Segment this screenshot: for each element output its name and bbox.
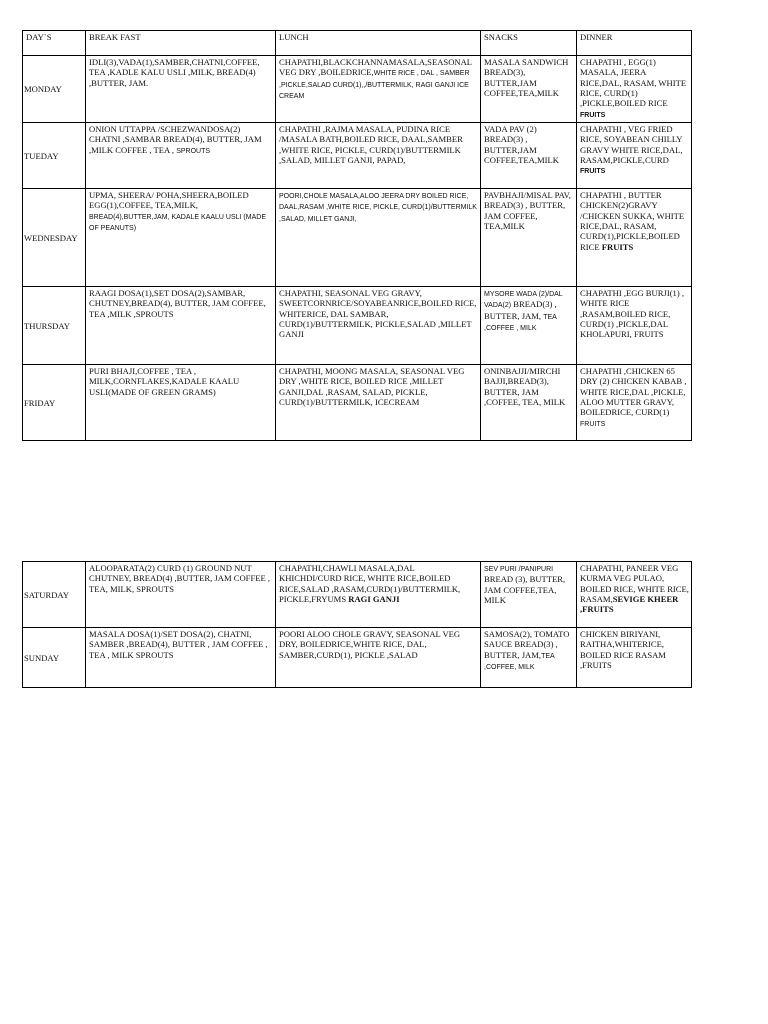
breakfast-cell [86, 189, 276, 287]
day-cell: SUNDAY [23, 628, 86, 688]
table-row [23, 189, 692, 287]
table-row [23, 123, 692, 189]
dinner-text: FRUITS [601, 241, 634, 252]
dinner-text: FRUITS [580, 420, 606, 428]
dinner-text: CHAPATHI ,CHICKEN 65 DRY (2) CHICKEN KABAB , WHITE RICE,DAL ,PICKLE, ALOO MUTTER GRAVY, BOILEDRICE, CURD(1) [580, 366, 687, 418]
lunch-text: CHAPATHI, SEASONAL VEG GRAVY, SWEETCORNRICE/SOYABEANRICE,BOILED RICE, WHITERICE, DAL SAMBAR, CURD(1)/BUTTERMILK, PICKLE,SALAD ,MILLET GANJI [279, 288, 477, 340]
breakfast-text: BREAD(4),BUTTER,JAM, KADALE KAALU USLI (MADE OF PEANUTS) [89, 213, 266, 233]
dinner-cell [577, 628, 692, 688]
snacks-text: BREAD (3), BUTTER, JAM COFFEE,TEA, MILK [484, 574, 566, 606]
lunch-text: WHITE RICE , DAL , SAMBER ,PICKLE,SALAD CURD(1),,/BUTTERMILK, RAGI GANJI ICE CREAM [279, 70, 470, 101]
lunch-cell [276, 123, 481, 189]
lunch-cell [276, 365, 481, 441]
dinner-text: CHAPATHI , VEG FRIED RICE, SOYABEAN CHILLY GRAVY WHITE RICE,DAL, RASAM,PICKLE,CURD [580, 124, 683, 165]
header-dinner: DINNER [577, 31, 692, 56]
breakfast-cell [86, 365, 276, 441]
lunch-text: CHAPATHI,BLACKCHANNAMASALA,SEASONAL VEG DRY ,BOILEDRICE, [279, 57, 472, 78]
dinner-cell [577, 562, 692, 628]
snacks-text: MYSORE WADA (2)/DAL VADA(2) [484, 291, 563, 310]
dinner-cell [577, 287, 692, 365]
day-cell: SATURDAY [23, 562, 86, 628]
lunch-cell [276, 562, 481, 628]
header-day: DAY`S [23, 31, 86, 56]
table-row [23, 365, 692, 441]
lunch-text: POORI,CHOLE MASALA,ALOO JEERA DRY BOILED RICE, DAAL,RASAM ,WHITE RICE, PICKLE, CURD(1)/BUTTERMILK ,SALAD, MILLET GANJI, [279, 193, 477, 223]
snacks-text: SEV PURI /PANIPURI [484, 566, 554, 573]
snacks-text: TEA ,COFFEE, MILK [484, 652, 555, 672]
snacks-cell [481, 56, 577, 123]
dinner-text: FRUITS [580, 111, 606, 119]
weekend-menu-table [22, 561, 692, 688]
lunch-cell [276, 189, 481, 287]
dinner-text: FRUITS [580, 168, 606, 176]
lunch-cell [276, 628, 481, 688]
lunch-cell [276, 56, 481, 123]
snacks-cell [481, 365, 577, 441]
day-cell: THURSDAY [23, 287, 86, 365]
day-cell: WEDNESDAY [23, 189, 86, 287]
dinner-cell [577, 189, 692, 287]
header-snacks: SNACKS [481, 31, 577, 56]
lunch-text: CHAPATHI,CHAWLI MASALA,DAL KHICHDI/CURD RICE, WHITE RICE,BOILED RICE,SALAD ,RASAM,CURD(1)/BUTTERMILK, PICKLE,FRYUMS [279, 563, 461, 604]
breakfast-cell [86, 562, 276, 628]
breakfast-text: SPROUTS [176, 147, 211, 155]
breakfast-text: PURI BHAJI,COFFEE , TEA , MILK,CORNFLAKES,KADALE KAALU USLI(MADE OF GREEN GRAMS) [89, 366, 240, 397]
header-breakfast: BREAK FAST [86, 31, 276, 56]
dinner-cell [577, 365, 692, 441]
lunch-cell [276, 287, 481, 365]
table-row [23, 628, 692, 688]
snacks-text: SAMOSA(2), TOMATO SAUCE BREAD(3) , BUTTER, JAM, [484, 629, 570, 660]
breakfast-text: ALOOPARATA(2) CURD (1) GROUND NUT CHUTNEY, BREAD(4) ,BUTTER, JAM COFFEE , TEA, MILK, SPROUTS [89, 563, 271, 594]
snacks-cell [481, 562, 577, 628]
snacks-text: PAVBHAJI/MISAL PAV, BREAD(3) , BUTTER, JAM COFFEE, TEA,MILK [484, 190, 571, 231]
dinner-cell [577, 56, 692, 123]
lunch-text: CHAPATHI, MOONG MASALA, SEASONAL VEG DRY ,WHITE RICE, BOILED RICE ,MILLET GANJI,DAL ,RASAM, SALAD, PICKLE, CURD(1)/BUTTERMILK, ICECREAM [279, 366, 465, 407]
snacks-text: TEA ,COFFEE , MILK [484, 313, 557, 333]
header-row [23, 31, 692, 56]
header-lunch: LUNCH [276, 31, 481, 56]
breakfast-text: UPMA, SHEERA/ POHA,SHEERA,BOILED EGG(1),COFFEE, TEA,MILK, [89, 190, 249, 211]
breakfast-cell [86, 123, 276, 189]
snacks-text: ONINBAJJI/MIRCHI BAJJI,BREAD(3), BUTTER, JAM ,COFFEE, TEA, MILK [484, 366, 566, 407]
snacks-text: VADA PAV (2) BREAD(3) , BUTTER,JAM COFFEE,TEA,MILK [484, 124, 559, 165]
snacks-cell [481, 189, 577, 287]
dinner-text: CHAPATHI , BUTTER CHICKEN(2)GRAVY /CHICKEN SUKKA, WHITE RICE,DAL, RASAM, CURD(1),PICKLE,BOILED RICE [580, 190, 685, 252]
breakfast-text: ONION UTTAPPA /SCHEZWANDOSA(2) CHATNI ,SAMBAR BREAD(4), BUTTER, JAM ,MILK COFFEE , TEA , [89, 124, 262, 155]
breakfast-text: MASALA DOSA(1)/SET DOSA(2), CHATNI, SAMBER ,BREAD(4), BUTTER , JAM COFFEE , TEA , MILK SPROUTS [89, 629, 268, 660]
snacks-text: BREAD(3) , BUTTER, JAM, [484, 299, 557, 321]
lunch-text: POORI ALOO CHOLE GRAVY, SEASONAL VEG DRY, BOILEDRICE,WHITE RICE, DAL, SAMBER,CURD(1), PICKLE ,SALAD [279, 629, 461, 660]
snacks-cell [481, 287, 577, 365]
dinner-text: CHICKEN BIRIYANI, RAITHA,WHITERICE, BOILED RICE RASAM ,FRUITS [580, 629, 666, 670]
snacks-cell [481, 123, 577, 189]
breakfast-cell [86, 56, 276, 123]
weekday-menu-table [22, 30, 692, 441]
dinner-cell [577, 123, 692, 189]
snacks-text: MASALA SANDWICH BREAD(3), BUTTER,JAM COFFEE,TEA,MILK [484, 57, 569, 98]
breakfast-text: RAAGI DOSA(1),SET DOSA(2),SAMBAR, CHUTNEY,BREAD(4), BUTTER, JAM COFFEE, TEA ,MILK ,SPROUTS [89, 288, 266, 319]
snacks-cell [481, 628, 577, 688]
breakfast-text: IDLI(3),VADA(1),SAMBER,CHATNI,COFFEE, TEA ,KADLE KALU USLI ,MILK, BREAD(4) ,BUTTER, JAM. [89, 57, 260, 88]
day-cell: TUEDAY [23, 123, 86, 189]
dinner-text: CHAPATHI, PANEER VEG KURMA VEG PULAO, BOILED RICE, WHITE RICE, RASAM, [580, 563, 689, 604]
breakfast-cell [86, 287, 276, 365]
day-cell: FRIDAY [23, 365, 86, 441]
breakfast-cell [86, 628, 276, 688]
dinner-text: CHAPATHI , EGG(1) MASALA, JEERA RICE,DAL, RASAM, WHITE RICE, CURD(1) ,PICKLE,BOILED RICE [580, 57, 687, 109]
dinner-text: SEVIGE KHEER ,FRUITS [580, 593, 679, 615]
lunch-text: RAGI GANJI [348, 593, 400, 604]
table-row [23, 56, 692, 123]
day-cell: MONDAY [23, 56, 86, 123]
table-row [23, 287, 692, 365]
table-row [23, 562, 692, 628]
dinner-text: CHAPATHI ,EGG BURJI(1) , WHITE RICE ,RASAM,BOILED RICE, CURD(1) ,PICKLE,DAL KHOLAPURI, FRUITS [580, 288, 685, 340]
lunch-text: CHAPATHI ,RAJMA MASALA, PUDINA RICE /MASALA BATH,BOILED RICE, DAAL,SAMBER ,WHITE RICE, PICKLE, CURD(1)/BUTTERMILK ,SALAD, MILLET GANJI, PAPAD, [279, 124, 463, 165]
